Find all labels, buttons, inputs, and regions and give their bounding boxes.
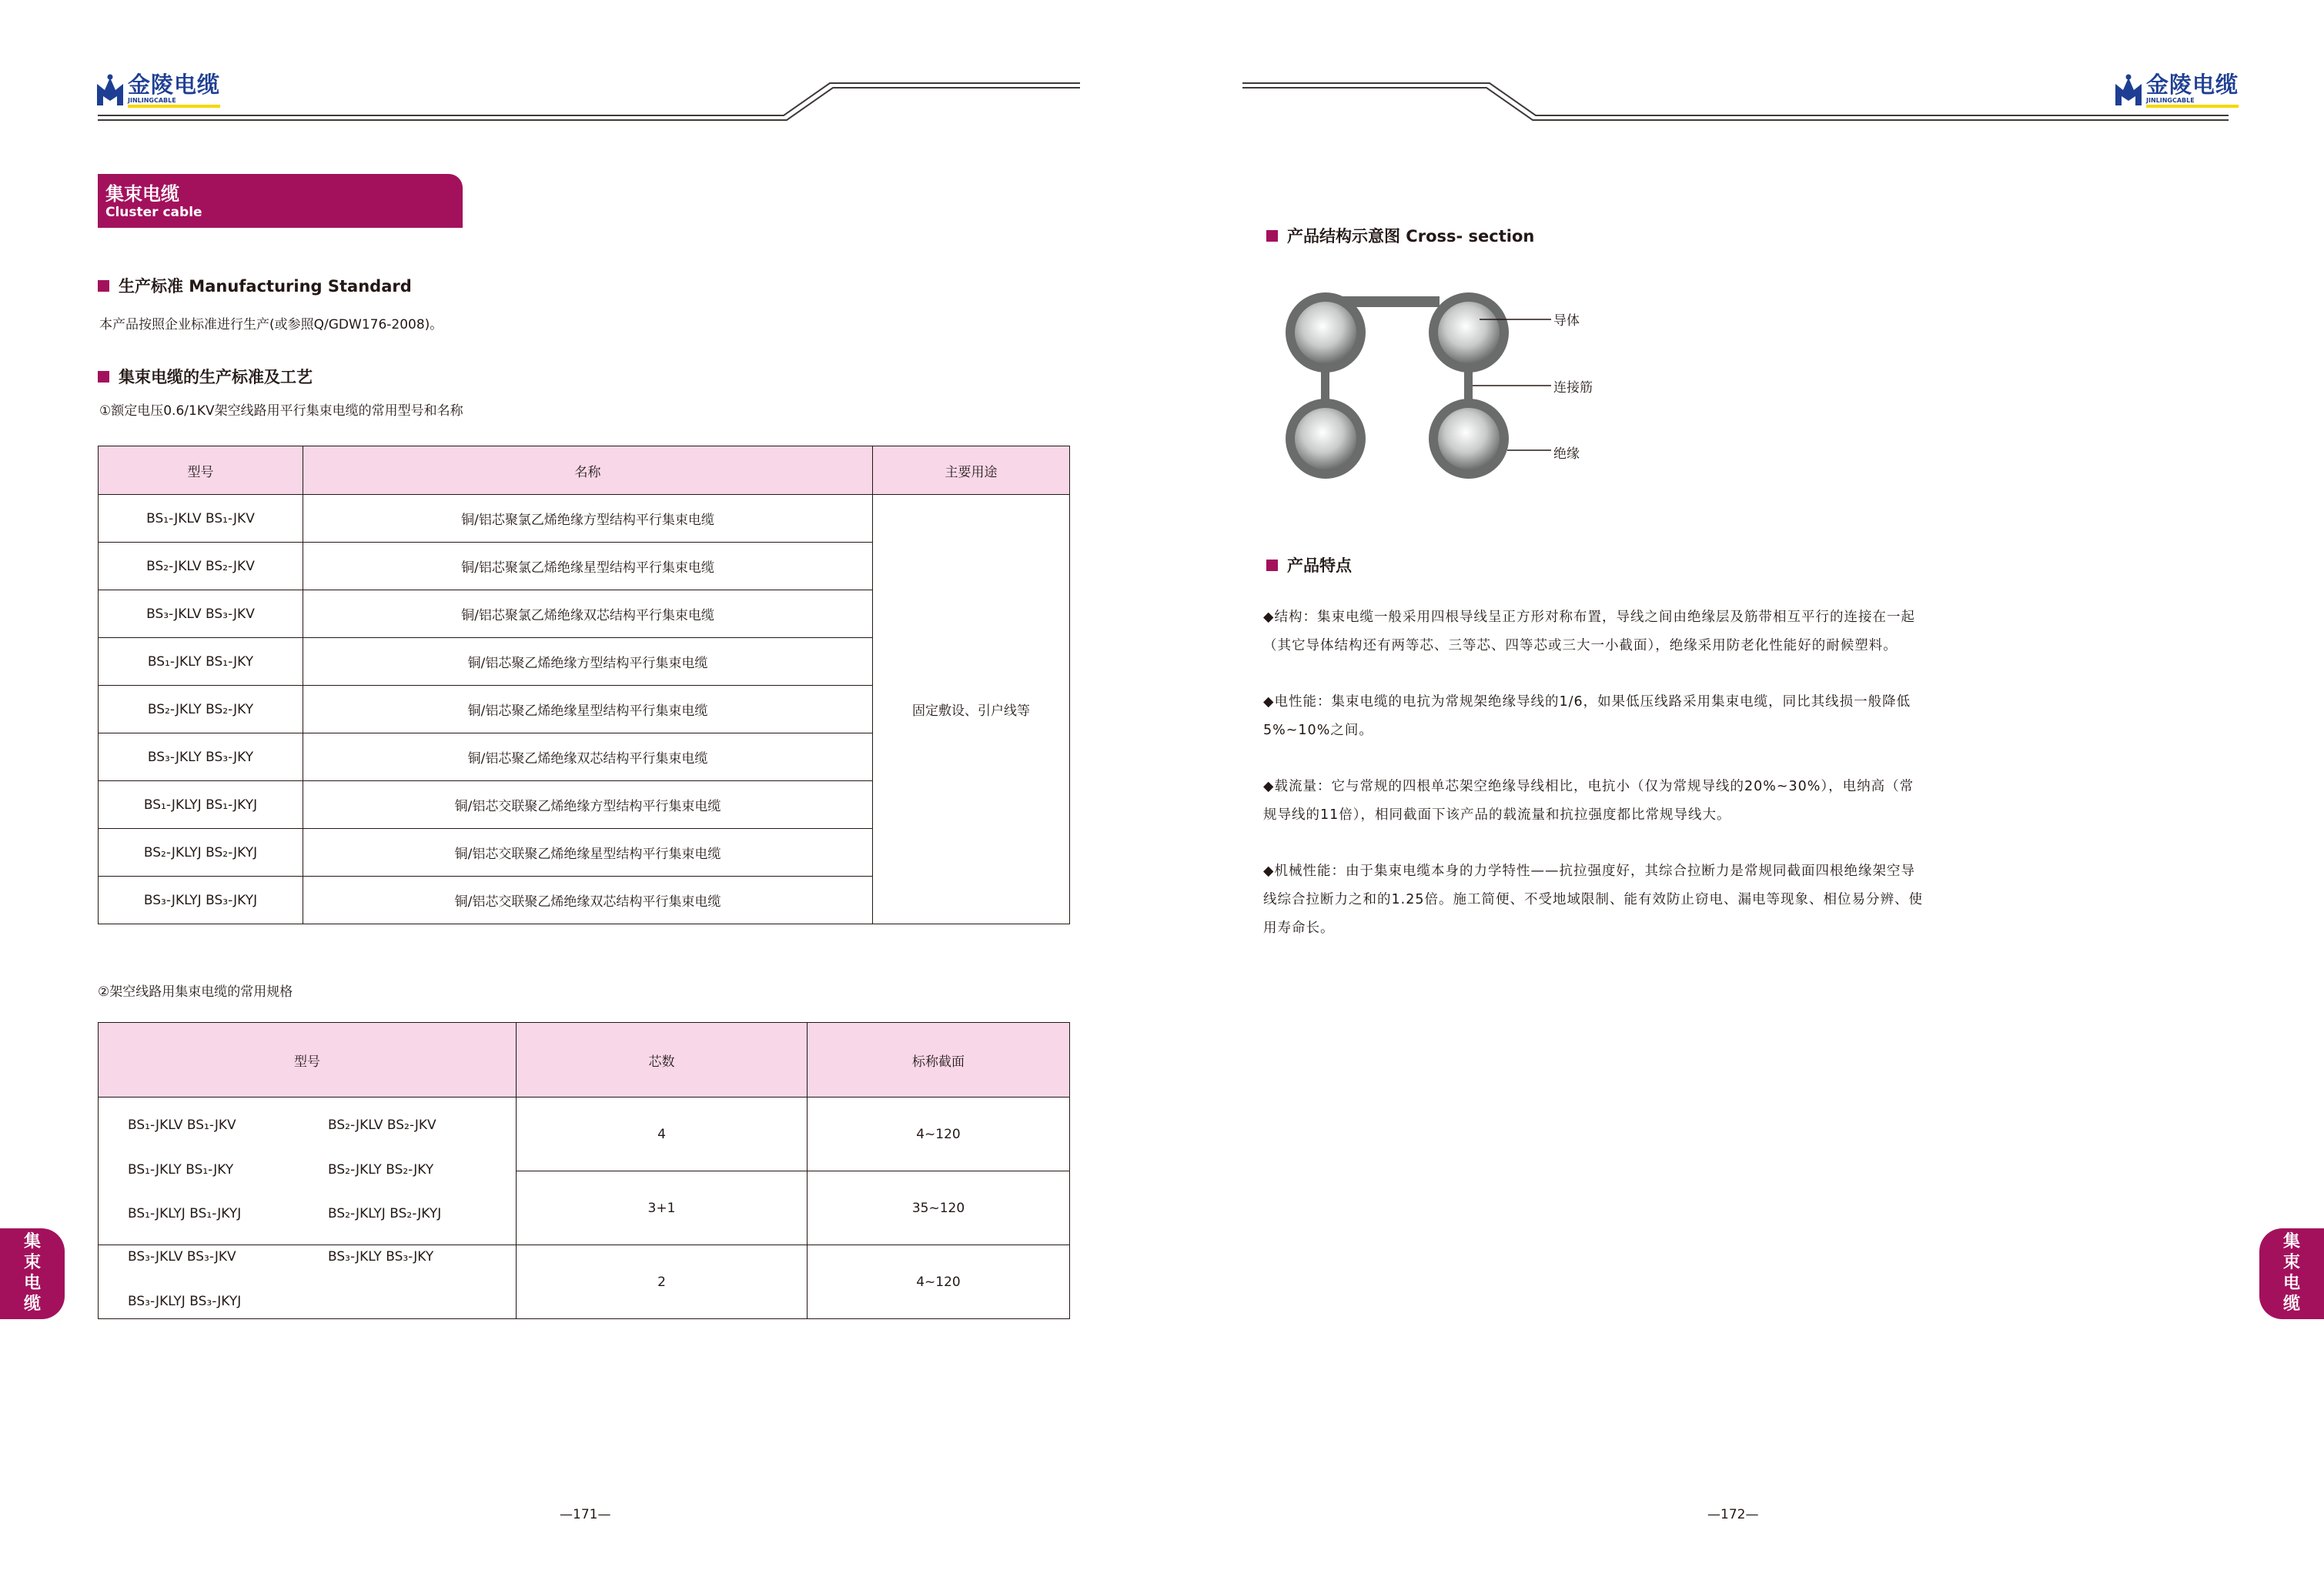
model-cell: BS₃-JKLV BS₃-JKV xyxy=(99,590,303,638)
side-tab-char: 束 xyxy=(2282,1253,2300,1272)
side-tab-label xyxy=(0,1228,65,1315)
table1-header-usage: 主要用途 xyxy=(873,446,1070,495)
model-cell: BS₃-JKLYJ BS₃-JKYJ xyxy=(99,877,303,924)
conductor-bottom-left xyxy=(1286,399,1366,479)
specs-table xyxy=(98,1022,1070,1319)
side-tab-char: 束 xyxy=(23,1253,41,1272)
model-cell: BS₁-JKLY BS₁-JKY xyxy=(99,638,303,686)
name-cell: 铜/铝芯聚乙烯绝缘双芯结构平行集束电缆 xyxy=(303,733,873,781)
name-cell: 铜/铝芯聚乙烯绝缘方型结构平行集束电缆 xyxy=(303,638,873,686)
section-cell: 4~120 xyxy=(808,1245,1070,1319)
feature-ampacity xyxy=(1263,773,2033,830)
table2-header-section: 标称截面 xyxy=(808,1023,1070,1098)
conductor-top-right xyxy=(1429,292,1509,373)
model-item: BS₁-JKLY BS₁-JKY xyxy=(128,1162,234,1178)
brand-icon xyxy=(2114,73,2143,107)
feature-electrical xyxy=(1263,688,2033,745)
model-item: BS₃-JKLY BS₃-JKY xyxy=(328,1249,434,1265)
table1-caption: ①额定电压0.6/1KV架空线路用平行集束电缆的常用型号和名称 xyxy=(99,403,463,419)
standard-text: 本产品按照企业标准进行生产(或参照Q/GDW176-2008)。 xyxy=(99,317,443,332)
side-tab-char: 缆 xyxy=(2282,1295,2300,1314)
cores-cell: 2 xyxy=(517,1245,808,1319)
models-table xyxy=(98,446,1070,924)
logo-en-text: JINLINGCABLE xyxy=(2146,97,2239,108)
cross-section-heading xyxy=(1266,224,1534,247)
feature-line: （其它导体结构还有两等芯、三等芯、四等芯或三大一小截面），绝缘采用防老化性能好的耐候塑料。 xyxy=(1263,638,1898,653)
features-heading-text: 产品特点 xyxy=(1287,556,1352,575)
label-conductor: 导体 xyxy=(1553,313,1580,329)
process-heading-text: 集束电缆的生产标准及工艺 xyxy=(119,368,313,386)
logo-cn-text: 金陵电缆 xyxy=(2146,72,2239,98)
side-tab-char: 集 xyxy=(23,1232,41,1251)
feature-line: 规导线的11倍），相同截面下该产品的载流量和抗拉强度都比常规导线大。 xyxy=(1263,807,1731,823)
brand-icon xyxy=(95,73,125,107)
features-list xyxy=(1263,603,2033,971)
feature-line: 5%~10%之间。 xyxy=(1263,723,1373,738)
model-cell: BS₂-JKLY BS₂-JKY xyxy=(99,686,303,733)
bullet-square-icon xyxy=(98,371,109,383)
feature-mechanical xyxy=(1263,857,2033,943)
label-insulation: 绝缘 xyxy=(1553,446,1580,462)
cross-section-diagram xyxy=(1278,285,1601,485)
usage-cell: 固定敷设、引户线等 xyxy=(873,495,1070,924)
standard-heading xyxy=(98,274,412,297)
section-cell: 4~120 xyxy=(808,1098,1070,1171)
name-cell: 铜/铝芯聚氯乙烯绝缘双芯结构平行集束电缆 xyxy=(303,590,873,638)
model-item: BS₁-JKLV BS₁-JKV xyxy=(128,1118,236,1133)
model-cell: BS₂-JKLYJ BS₂-JKYJ xyxy=(99,829,303,877)
feature-line: 用寿命长。 xyxy=(1263,920,1335,936)
side-tab-char: 电 xyxy=(23,1274,41,1293)
name-cell: 铜/铝芯聚氯乙烯绝缘方型结构平行集束电缆 xyxy=(303,495,873,543)
cross-section-heading-text: 产品结构示意图 Cross- section xyxy=(1287,227,1535,246)
side-tab-char: 电 xyxy=(2282,1274,2300,1293)
bullet-square-icon xyxy=(98,280,109,292)
table-row xyxy=(99,495,1070,543)
model-item: BS₃-JKLYJ BS₃-JKYJ xyxy=(128,1294,242,1309)
model-item: BS₂-JKLYJ BS₂-JKYJ xyxy=(328,1206,442,1221)
models-group-1 xyxy=(99,1098,517,1245)
cores-cell: 3+1 xyxy=(517,1171,808,1245)
table1-header-name: 名称 xyxy=(303,446,873,495)
model-item: BS₂-JKLV BS₂-JKV xyxy=(328,1118,436,1133)
side-tab-char: 缆 xyxy=(23,1295,41,1314)
table-row xyxy=(99,1245,1070,1319)
table2-header-cores: 芯数 xyxy=(517,1023,808,1098)
cores-cell: 4 xyxy=(517,1098,808,1171)
table1-header-model: 型号 xyxy=(99,446,303,495)
conductor-top-left xyxy=(1286,292,1366,373)
name-cell: 铜/铝芯交联聚乙烯绝缘方型结构平行集束电缆 xyxy=(303,781,873,829)
models-group-2 xyxy=(99,1245,517,1319)
process-heading xyxy=(98,365,313,388)
model-cell: BS₁-JKLYJ BS₁-JKYJ xyxy=(99,781,303,829)
header-rules xyxy=(0,0,2324,131)
model-item: BS₁-JKLYJ BS₁-JKYJ xyxy=(128,1206,242,1221)
model-item: BS₃-JKLV BS₃-JKV xyxy=(128,1249,236,1265)
logo-en-text: JINLINGCABLE xyxy=(128,97,220,108)
standard-heading-text: 生产标准 Manufacturing Standard xyxy=(119,277,412,296)
feature-line: ◆载流量：它与常规的四根单芯架空绝缘导线相比，电抗小（仅为常规导线的20%~30%），电纳高（常 xyxy=(1263,779,1914,794)
bullet-square-icon xyxy=(1266,560,1278,571)
table2-caption: ②架空线路用集束电缆的常用规格 xyxy=(98,984,293,1000)
name-cell: 铜/铝芯交联聚乙烯绝缘星型结构平行集束电缆 xyxy=(303,829,873,877)
feature-line: ◆结构：集束电缆一般采用四根导线呈正方形对称布置，导线之间由绝缘层及筋带相互平行的连接在一起 xyxy=(1263,610,1915,625)
section-title-cn: 集束电缆 xyxy=(105,183,179,205)
name-cell: 铜/铝芯交联聚乙烯绝缘双芯结构平行集束电缆 xyxy=(303,877,873,924)
section-cell: 35~120 xyxy=(808,1171,1070,1245)
feature-line: ◆电性能：集束电缆的电抗为常规架绝缘导线的1/6，如果低压线路采用集束电缆，同比其线损一般降低 xyxy=(1263,694,1911,710)
name-cell: 铜/铝芯聚乙烯绝缘星型结构平行集束电缆 xyxy=(303,686,873,733)
features-heading xyxy=(1266,553,1352,576)
logo-cn-text: 金陵电缆 xyxy=(128,72,221,98)
side-tab-label xyxy=(2259,1228,2324,1315)
side-tab-left xyxy=(0,1228,65,1319)
label-rib: 连接筋 xyxy=(1553,380,1593,396)
name-cell: 铜/铝芯聚氯乙烯绝缘星型结构平行集束电缆 xyxy=(303,543,873,590)
side-tab-char: 集 xyxy=(2282,1232,2300,1251)
feature-line: ◆机械性能：由于集束电缆本身的力学特性——抗拉强度好，其综合拉断力是常规同截面四根绝缘架空导 xyxy=(1263,864,1915,879)
model-cell: BS₂-JKLV BS₂-JKV xyxy=(99,543,303,590)
feature-line: 线综合拉断力之和的1.25倍。施工简便、不受地域限制、能有效防止窃电、漏电等现象、相位易分辨、使 xyxy=(1263,892,1923,907)
logo-right xyxy=(2114,72,2239,108)
conductor-bottom-right xyxy=(1429,399,1509,479)
table2-header-model: 型号 xyxy=(99,1023,517,1098)
side-tab-right xyxy=(2259,1228,2324,1319)
table-row xyxy=(99,1098,1070,1171)
section-title-en: Cluster cable xyxy=(105,205,202,220)
page-number-left: —171— xyxy=(560,1507,611,1522)
model-cell: BS₃-JKLY BS₃-JKY xyxy=(99,733,303,781)
page-number-right: —172— xyxy=(1707,1507,1759,1522)
bullet-square-icon xyxy=(1266,230,1278,242)
logo-left xyxy=(95,72,220,108)
model-item: BS₂-JKLY BS₂-JKY xyxy=(328,1162,434,1178)
feature-structure xyxy=(1263,603,2033,660)
model-cell: BS₁-JKLV BS₁-JKV xyxy=(99,495,303,543)
